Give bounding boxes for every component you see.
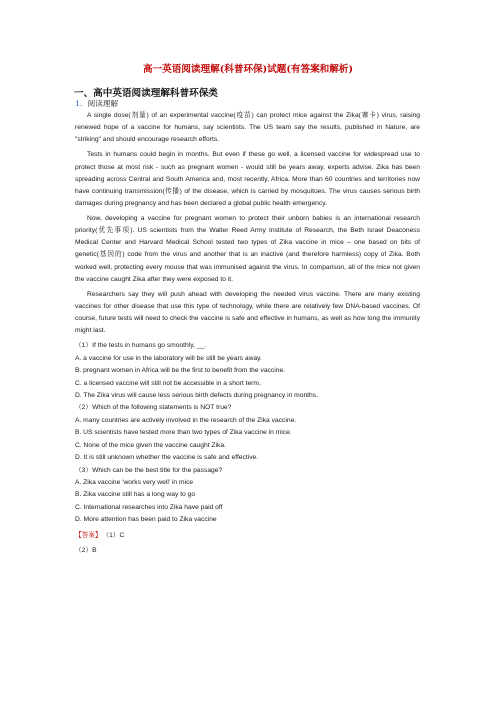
answer-option: D. It is still unknown whether the vaccine is safe and effective. — [75, 454, 259, 462]
section-heading: 一、高中英语阅读理解科普环保类 — [74, 88, 218, 99]
question-heading — [75, 98, 118, 109]
question-number: 1. — [75, 99, 83, 108]
document-body — [75, 110, 420, 557]
answer-line: （2）B — [75, 546, 97, 554]
answer-option: B. Zika vaccine still has a long way to go — [75, 491, 196, 499]
answer-label: 【答案】 — [75, 531, 102, 539]
question-stem: （1）If the tests in humans go smoothly, __. — [75, 342, 207, 350]
document-title: 高一英语阅读理解(科普环保)试题(有答案和解析) — [142, 64, 354, 75]
passage-paragraph: Researchers say they will push ahead with developing the needed virus vaccine. There are many existing vaccines for other disease that use this type of technology, while there are relatively few DNA-based vaccines. Of course, future tests will need to check the vaccine is safe and effective in humans, as well as how long the immunity might last. — [75, 290, 420, 335]
question-list — [75, 340, 420, 526]
answer-value: （1）C — [105, 531, 125, 539]
answer-option: D. The Zika virus will cause less serious birth defects during pregnancy in months. — [75, 392, 318, 400]
answer-option: C. International researches into Zika have paid off — [75, 503, 223, 511]
answer-option: A. many countries are actively involved in the research of the Zika vaccine. — [75, 416, 297, 424]
answer-line — [75, 529, 420, 542]
answer-option: B. pregnant women in Africa will be the first to benefit from the vaccine. — [75, 367, 286, 375]
answer-option: B. US scientists have tested more than two types of Zika vaccine in mice. — [75, 429, 292, 437]
answer-option: A. a vaccine for use in the laboratory will be still be years away. — [75, 354, 262, 362]
passage-paragraph: Now, developing a vaccine for pregnant women to protect their unborn babies is an international research priority(优先事项). US scientists from the Walter Reed Army Institute of Research, the Beth Israel Deaconess Medical Center and Harvard Medical School tested two types of Zika vaccine in mice – one based on bits of genetic(基因的) code from the virus and another that is an inactive (and therefore harmless) copy of Zika. Both worked well, protecting every mouse that was immunised against the virus. In comparison, all of the mice not given the vaccine caught Zika after they were exposed to it. — [75, 215, 420, 283]
question-stem: （2）Which of the following statements is NOT true? — [75, 404, 232, 412]
passage-paragraph: Tests in humans could begin in months. But even if these go well, a licensed vaccine for widespread use to protect those at most risk - such as pregnant women - would still be years away, experts advise. Zika has been spreading across Central and South America and, most recently, Africa. More than 60 countries and territories now have continuing transmission(传播) of the disease, which is carried by mosquitoes. The virus causes serious birth damages during pregnancy and has been declared a global public health emergency. — [75, 151, 420, 207]
passage-paragraph: A single dose(剂量) of an experimental vaccine(疫苗) can protect mice against the Zika(寨卡) virus, raising renewed hope of a vaccine for humans, say scientists. The US team say the results, published in Nature, are "striking" and should encourage research efforts. — [75, 112, 420, 144]
answer-option: A. Zika vaccine 'works very well' in mice — [75, 478, 194, 486]
answer-option: C. None of the mice given the vaccine caught Zika. — [75, 441, 226, 449]
answer-option: C. a licensed vaccine will still not be accessible in a short term. — [75, 379, 261, 387]
question-type: 阅读理解 — [87, 99, 119, 108]
answer-option: D. More attention has been paid to Zika vaccine — [75, 516, 217, 524]
question-stem: （3）Which can be the best title for the passage? — [75, 466, 223, 474]
